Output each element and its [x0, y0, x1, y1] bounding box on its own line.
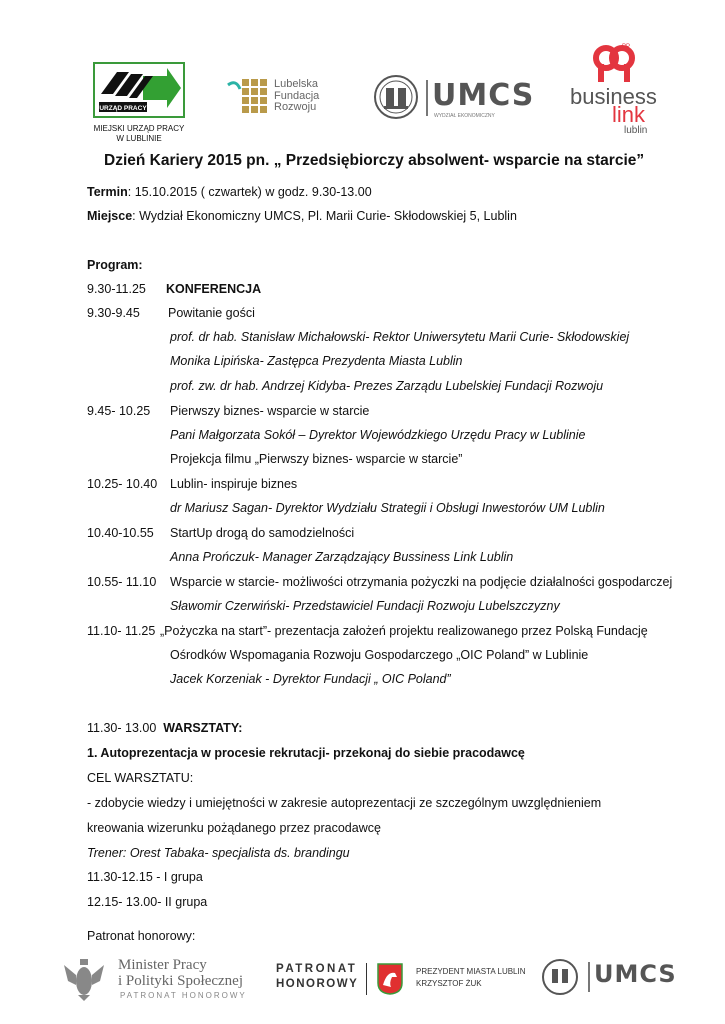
r5-person-1: Anna Prończuk- Manager Zarządzający Bussiness Link Lublin — [170, 550, 514, 564]
polish-eagle-icon — [62, 955, 106, 1003]
workshop-goal-label: CEL WARSZTATU: — [87, 771, 194, 785]
page-title: Dzień Kariery 2015 pn. „ Przedsiębiorczy absolwent- wsparcie na starcie” — [104, 152, 645, 169]
urzad-pracy-logo — [93, 62, 193, 146]
r2-person-3: prof. zw. dr hab. Andrzej Kidyba- Prezes Zarządu Lubelskiej Fundacji Rozwoju — [170, 379, 604, 393]
minister-line-1: Minister Pracy — [118, 957, 207, 973]
miejsce-line — [87, 208, 517, 224]
r2-text: Powitanie gości — [168, 306, 255, 320]
patronat-line-1: PATRONAT — [276, 963, 358, 975]
business-link-logo — [566, 44, 662, 136]
termin-value: : 15.10.2015 ( czwartek) w godz. 9.30-13.00 — [127, 185, 372, 199]
urzad-pracy-label: URZĄD PRACY — [99, 105, 147, 112]
termin-line — [87, 184, 372, 200]
r5-time: 10.40-10.55 — [87, 526, 154, 540]
umcs-footer-seal-icon — [540, 958, 580, 996]
lfr-grid-icon — [226, 77, 270, 117]
r3-text: Pierwszy biznes- wsparcie w starcie — [170, 404, 370, 418]
urzad-pracy-caption: MIEJSKI URZĄD PRACY W LUBLINIE — [93, 124, 185, 143]
workshops-line — [87, 720, 242, 736]
lubelska-fundacja-rozwoju-logo — [226, 77, 346, 117]
patronat-line-2: HONOROWY — [276, 978, 359, 990]
lfr-name: Lubelska Fundacja Rozwoju — [274, 78, 320, 113]
r2-person-1: prof. dr hab. Stanisław Michałowski- Rektor Uniwersytetu Marii Curie- Skłodowskiej — [170, 330, 630, 344]
business-link-pp: PP — [622, 44, 631, 50]
umcs-footer-wordmark: UMCS — [594, 960, 677, 988]
r2-person-2: Monika Lipińska- Zastępca Prezydenta Miasta Lublin — [170, 354, 463, 368]
r4-text: Lublin- inspiruje biznes — [170, 477, 298, 491]
workshops-label: WARSZTATY: — [163, 721, 243, 735]
miejsce-value: : Wydział Ekonomiczny UMCS, Pl. Marii Curie- Skłodowskiej 5, Lublin — [132, 209, 517, 223]
r1-time: 9.30-11.25 — [87, 282, 146, 296]
r5-text: StartUp drogą do samodzielności — [170, 526, 355, 540]
r7-person-1: Jacek Korzeniak - Dyrektor Fundacji „ OIC Poland” — [170, 672, 451, 686]
r6-time: 10.55- 11.10 — [87, 575, 157, 589]
umcs-subtitle: WYDZIAŁ EKONOMICZNY — [434, 113, 495, 119]
umcs-logo — [368, 74, 535, 122]
umcs-wordmark: UMCS — [432, 78, 535, 113]
r3-person-1: Pani Małgorzata Sokół – Dyrektor Wojewódzkiego Urzędu Pracy w Lublinie — [170, 428, 586, 442]
r2-time: 9.30-9.45 — [87, 306, 140, 320]
r7-text-2: Ośrodków Wspomagania Rozwoju Gospodarczego „OIC Poland” w Lublinie — [170, 648, 589, 662]
workshop-trainer: Trener: Orest Tabaka- specjalista ds. brandingu — [87, 846, 350, 860]
r4-time: 10.25- 10.40 — [87, 477, 158, 491]
patronat-honorowy-logo — [276, 963, 526, 999]
r6-person-1: Sławomir Czerwiński- Przedstawiciel Fundacji Rozwoju Lubelszczyzny — [170, 599, 560, 613]
workshop-1-title: 1. Autoprezentacja w procesie rekrutacji- przekonaj do siebie pracodawcę — [87, 746, 525, 760]
urzad-pracy-emblem-icon — [95, 64, 183, 116]
minister-pracy-logo — [62, 955, 262, 1005]
r7-text: „Pożyczka na start”- prezentacja założeń projektu realizowanego przez Polską Fundację — [160, 624, 648, 638]
patronat-label: Patronat honorowy: — [87, 929, 196, 943]
prezydent-line-2: KRZYSZTOF ŻUK — [416, 979, 482, 988]
business-link-line1: business — [570, 84, 657, 109]
workshop-goal-line-2: kreowania wizerunku pożądanego przez pracodawcę — [87, 821, 381, 835]
minister-line-3: PATRONAT HONOROWY — [120, 991, 247, 1000]
workshop-goal-line-1: - zdobycie wiedzy i umiejętności w zakresie autoprezentacji ze szczególnym uwzględnieniem — [87, 796, 602, 810]
termin-label: Termin — [87, 185, 128, 199]
program-label: Program: — [87, 258, 143, 272]
prezydent-line-1: PREZYDENT MIASTA LUBLIN — [416, 967, 526, 976]
r1-text: KONFERENCJA — [166, 282, 262, 296]
umcs-footer-logo — [540, 958, 680, 998]
minister-line-2: i Polityki Społecznej — [118, 973, 243, 989]
business-link-line3: lublin — [624, 125, 648, 136]
r7-time: 11.10- 11.25 — [87, 624, 156, 638]
r3-time: 9.45- 10.25 — [87, 404, 151, 418]
workshop-group-1: 11.30-12.15 - I grupa — [87, 870, 203, 884]
business-link-symbol-icon — [584, 44, 644, 84]
r4-person-1: dr Mariusz Sagan- Dyrektor Wydziału Strategii i Obsługi Inwestorów UM Lublin — [170, 501, 605, 515]
umcs-seal-icon — [368, 74, 424, 120]
workshops-time: 11.30- 13.00 — [87, 721, 157, 735]
business-link-line2: link — [612, 102, 646, 127]
r3-film: Projekcja filmu „Pierwszy biznes- wsparcie w starcie” — [170, 452, 463, 466]
miejsce-label: Miejsce — [87, 209, 133, 223]
workshop-group-2: 12.15- 13.00- II grupa — [87, 895, 208, 909]
r6-text: Wsparcie w starcie- możliwości otrzymania pożyczki na podjęcie działalności gospodarczej — [170, 575, 673, 589]
lublin-coat-of-arms-icon — [377, 963, 403, 995]
